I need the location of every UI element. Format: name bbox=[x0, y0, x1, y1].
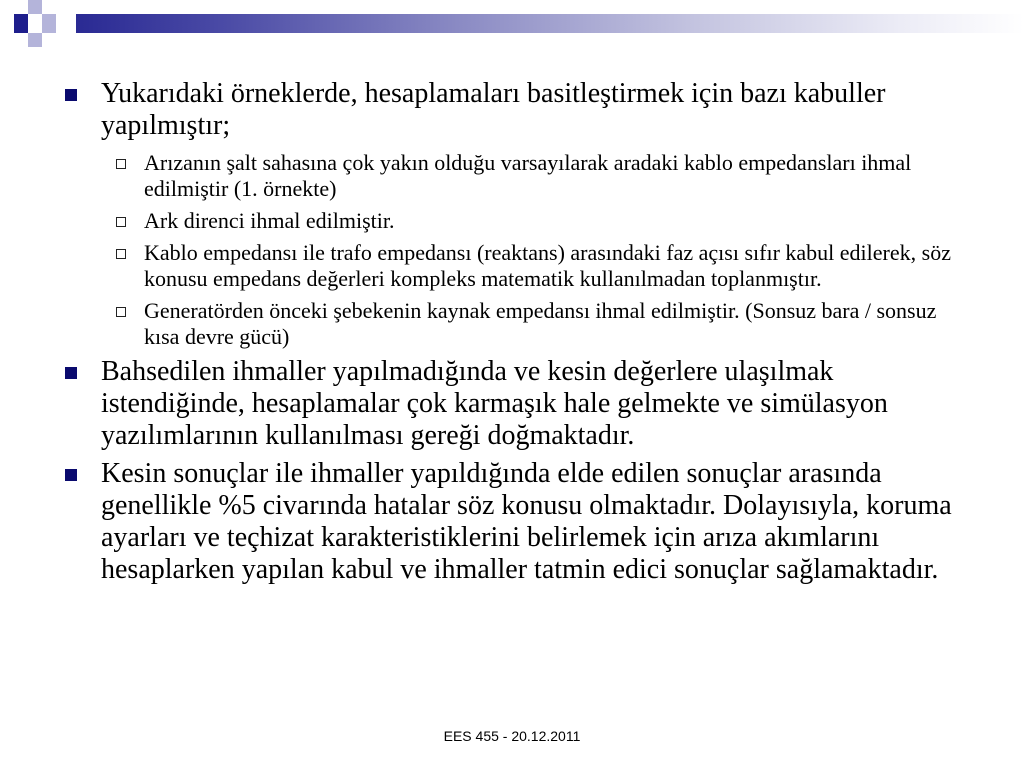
header-square-lavender bbox=[28, 0, 42, 14]
bullet-item bbox=[62, 458, 962, 586]
sub-bullet-text: Ark direnci ihmal edilmiştir. bbox=[144, 208, 395, 233]
sub-bullet-item bbox=[62, 208, 962, 234]
square-bullet-icon bbox=[65, 89, 77, 101]
hollow-square-bullet-icon bbox=[116, 249, 126, 259]
header-square-white bbox=[14, 0, 28, 14]
sub-bullet-item bbox=[62, 240, 962, 292]
square-bullet-icon bbox=[65, 367, 77, 379]
hollow-square-bullet-icon bbox=[116, 217, 126, 227]
bullet-text: Yukarıdaki örneklerde, hesaplamaları basitleştirmek için bazı kabuller yapılmıştır; bbox=[101, 78, 886, 141]
bullet-list bbox=[62, 78, 962, 592]
header-square-lavender bbox=[28, 33, 42, 47]
sub-bullet-text: Arızanın şalt sahasına çok yakın olduğu varsayılarak aradaki kablo empedansları ihmal edilmiştir (1. örnekte) bbox=[144, 150, 912, 201]
hollow-square-bullet-icon bbox=[116, 307, 126, 317]
bullet-item bbox=[62, 78, 962, 142]
bullet-text: Kesin sonuçlar ile ihmaller yapıldığında elde edilen sonuçlar arasında genellikle %5 civarında hatalar söz konusu olmaktadır. Dolayısıyla, koruma ayarları ve teçhizat karakteristiklerini belirlemek için arıza akımlarını hesaplarken yapılan kabul ve ihmaller tatmin edici sonuçlar sağlamaktadır. bbox=[101, 458, 952, 585]
sub-bullet-text: Generatörden önceki şebekenin kaynak empedansı ihmal edilmiştir. (Sonsuz bara / sonsuz kısa devre gücü) bbox=[144, 298, 937, 349]
bullet-text: Bahsedilen ihmaller yapılmadığında ve kesin değerlere ulaşılmak istendiğinde, hesaplamalar çok karmaşık hale gelmekte ve simülasyon yazılımlarının kullanılması gereği doğmaktadır. bbox=[101, 356, 888, 451]
square-bullet-icon bbox=[65, 469, 77, 481]
header-square-lavender bbox=[42, 14, 56, 33]
header-square-white bbox=[56, 14, 76, 33]
slide-footer: EES 455 - 20.12.2011 bbox=[443, 728, 581, 744]
bullet-item bbox=[62, 356, 962, 452]
sub-bullet-text: Kablo empedansı ile trafo empedansı (reaktans) arasındaki faz açısı sıfır kabul edilerek, söz konusu empedans değerleri kompleks matematik kullanılmadan toplanmıştır. bbox=[144, 240, 951, 291]
header-square-white bbox=[28, 14, 42, 33]
sub-bullet-list bbox=[62, 150, 962, 350]
header-square-white bbox=[14, 33, 28, 47]
header-gradient-bar bbox=[0, 14, 1024, 33]
header-square-navy bbox=[14, 14, 28, 33]
sub-bullet-item bbox=[62, 298, 962, 350]
sub-bullet-item bbox=[62, 150, 962, 202]
header-square-white bbox=[0, 14, 14, 33]
hollow-square-bullet-icon bbox=[116, 159, 126, 169]
